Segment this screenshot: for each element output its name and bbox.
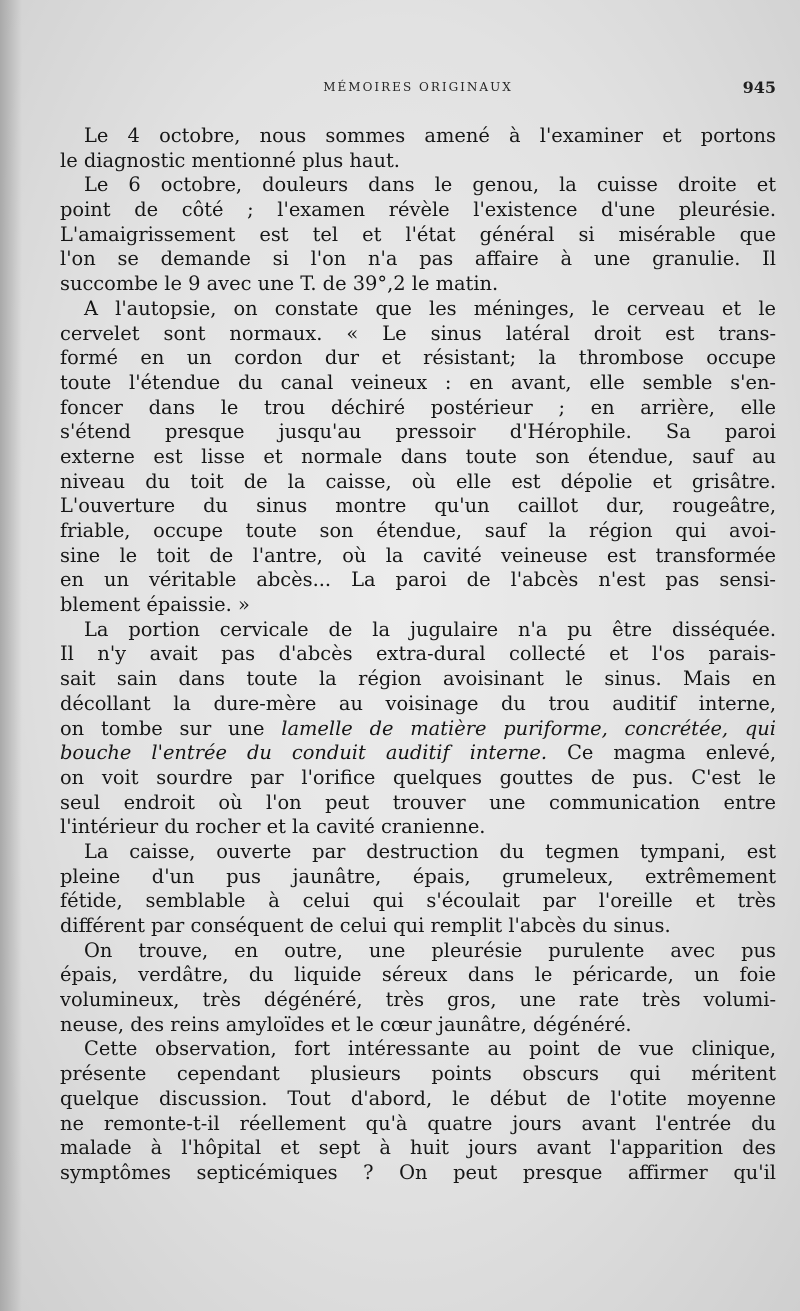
- text-line: [60, 988, 776, 1013]
- text-run: L'amaigrissement est tel et l'état général si misérable que: [60, 222, 776, 246]
- text-line: [60, 642, 776, 667]
- text-line: [60, 717, 776, 742]
- text-run: externe est lisse et normale dans toute son étendue, sauf au: [60, 444, 776, 468]
- text-run: sine le toit de l'antre, où la cavité veineuse est transformée: [60, 543, 776, 567]
- text-run: formé en un cordon dur et résistant; la thrombose occupe: [60, 346, 776, 370]
- text-run: ne remonte-t-il réellement qu'à quatre jours avant l'entrée du: [60, 1111, 776, 1135]
- text-line: [60, 124, 776, 149]
- text-run: Ce magma enlevé,: [547, 741, 776, 765]
- text-line: [60, 396, 776, 421]
- text-run: le diagnostic mentionné plus haut.: [60, 148, 400, 172]
- text-line: [60, 272, 776, 297]
- text-line: [60, 1087, 776, 1112]
- text-line: [60, 223, 776, 248]
- text-line: [60, 593, 776, 618]
- text-run: Le 4 octobre, nous sommes amené à l'examiner et portons: [84, 124, 776, 147]
- text-run: La caisse, ouverte par destruction du tegmen tympani, est: [84, 839, 776, 863]
- text-run: épais, verdâtre, du liquide séreux dans le péricarde, un foie: [60, 963, 776, 987]
- text-run: on tombe sur une: [60, 716, 282, 740]
- text-line: [60, 1062, 776, 1087]
- text-run: friable, occupe toute son étendue, sauf la région qui avoi-: [60, 519, 776, 542]
- text-run: symptômes septicémiques ? On peut presque affirmer qu'il: [60, 1160, 776, 1184]
- text-line: [60, 494, 776, 519]
- text-run: l'intérieur du rocher et la cavité cranienne.: [60, 815, 486, 839]
- text-line: [60, 667, 776, 692]
- text-run: La portion cervicale de la jugulaire n'a pu être disséquée.: [84, 617, 776, 641]
- text-line: [60, 149, 776, 174]
- text-run: foncer dans le trou déchiré postérieur ; en arrière, elle: [60, 395, 776, 419]
- text-run: cervelet sont normaux. « Le sinus latéral droit est trans-: [60, 321, 776, 345]
- text-line: [60, 766, 776, 791]
- text-line: [60, 371, 776, 396]
- text-line: [60, 1136, 776, 1161]
- text-run: l'on se demande si l'on n'a pas affaire à une granulie. Il: [60, 247, 776, 271]
- text-run: point de côté ; l'examen révèle l'existence d'une pleurésie.: [60, 198, 776, 222]
- text-line: [60, 889, 776, 914]
- text-line: [60, 692, 776, 717]
- running-title: MÉMOIRES ORIGINAUX: [323, 80, 513, 94]
- text-line: [60, 963, 776, 988]
- text-line: [60, 198, 776, 223]
- page-number: 945: [742, 78, 776, 97]
- text-run: toute l'étendue du canal veineux : en avant, elle semble s'en-: [60, 370, 776, 394]
- text-run: sait sain dans toute la région avoisinant le sinus. Mais en: [60, 667, 776, 691]
- text-run: différent par conséquent de celui qui remplit l'abcès du sinus.: [60, 914, 671, 937]
- text-run: fétide, semblable à celui qui s'écoulait par l'oreille et très: [60, 889, 776, 913]
- text-run: pleine d'un pus jaunâtre, épais, grumeleux, extrêmement: [60, 864, 776, 888]
- text-line: [60, 544, 776, 569]
- text-line: [60, 618, 776, 643]
- text-line: [60, 865, 776, 890]
- text-run: L'ouverture du sinus montre qu'un caillot dur, rougeâtre,: [60, 494, 776, 518]
- text-run: niveau du toit de la caisse, où elle est dépolie et grisâtre.: [60, 469, 776, 493]
- text-run: décollant la dure-mère au voisinage du trou auditif interne,: [60, 691, 776, 715]
- text-run: Il n'y avait pas d'abcès extra-dural collecté et l'os parais-: [60, 642, 776, 666]
- body-text: [60, 124, 776, 1186]
- text-line: [60, 791, 776, 816]
- text-line: [60, 1013, 776, 1038]
- text-line: [60, 914, 776, 939]
- text-run: seul endroit où l'on peut trouver une communication entre: [60, 790, 776, 814]
- text-run: A l'autopsie, on constate que les méninges, le cerveau et le: [84, 296, 776, 320]
- text-run: malade à l'hôpital et sept à huit jours avant l'apparition des: [60, 1136, 776, 1160]
- text-line: [60, 346, 776, 371]
- text-run: Le 6 octobre, douleurs dans le genou, la cuisse droite et: [84, 173, 776, 197]
- text-line: [60, 420, 776, 445]
- italic-run: bouche l'entrée du conduit auditif interne.: [60, 741, 548, 765]
- text-run: succombe le 9 avec une T. de 39°,2 le matin.: [60, 272, 499, 296]
- text-line: [60, 322, 776, 347]
- text-line: [60, 840, 776, 865]
- text-run: en un véritable abcès... La paroi de l'abcès n'est pas sensi-: [60, 568, 776, 592]
- text-line: [60, 568, 776, 593]
- gutter-shadow: [0, 0, 22, 1311]
- italic-run: lamelle de matière puriforme, concrétée, qui: [281, 716, 776, 740]
- text-run: on voit sourdre par l'orifice quelques gouttes de pus. C'est le: [60, 765, 776, 789]
- text-line: [60, 173, 776, 198]
- text-run: Cette observation, fort intéressante au point de vue clinique,: [84, 1037, 776, 1061]
- text-run: présente cependant plusieurs points obscurs qui méritent: [60, 1062, 776, 1086]
- text-line: [60, 1112, 776, 1137]
- text-run: neuse, des reins amyloïdes et le cœur jaunâtre, dégénéré.: [60, 1012, 632, 1036]
- text-line: [60, 519, 776, 544]
- text-line: [60, 297, 776, 322]
- page-header: [60, 78, 776, 104]
- text-run: quelque discussion. Tout d'abord, le début de l'otite moyenne: [60, 1086, 776, 1110]
- text-line: [60, 247, 776, 272]
- text-run: blement épaissie. »: [60, 593, 250, 617]
- text-line: [60, 939, 776, 964]
- text-run: s'étend presque jusqu'au pressoir d'Hérophile. Sa paroi: [60, 420, 776, 444]
- text-line: [60, 815, 776, 840]
- text-line: [60, 741, 776, 766]
- text-line: [60, 1037, 776, 1062]
- text-line: [60, 1161, 776, 1186]
- text-run: volumineux, très dégénéré, très gros, une rate très volumi-: [60, 988, 776, 1012]
- text-line: [60, 445, 776, 470]
- text-line: [60, 470, 776, 495]
- text-run: On trouve, en outre, une pleurésie purulente avec pus: [84, 938, 776, 962]
